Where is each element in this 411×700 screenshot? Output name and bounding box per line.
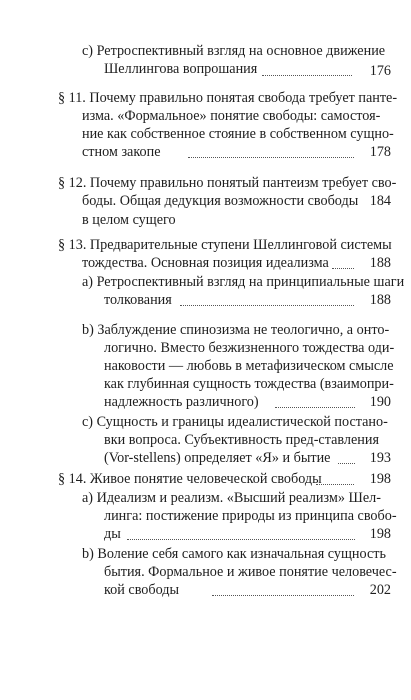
toc-page-number: 184: [369, 193, 391, 209]
toc-line: b) Воление себя самого как изначальная сущность: [82, 546, 386, 562]
toc-line: как глубинная сущность тождества (взаимопри-: [104, 376, 394, 392]
toc-page-number: 198: [369, 471, 391, 487]
toc-line: Шеллингова вопрошания: [104, 61, 258, 77]
toc-line: изма. «Формальное» понятие свободы: самостоя-: [82, 108, 381, 124]
toc-line: бытия. Формальное и живое понятие человечес-: [104, 564, 397, 580]
toc-page-number: 188: [369, 255, 391, 271]
toc-line: § 14. Живое понятие человеческой свободы: [58, 471, 322, 487]
toc-line: ние как собственное стояние в собственном сущно-: [82, 126, 394, 142]
toc-line: стном закопе: [82, 144, 161, 160]
toc-line: a) Идеализм и реализм. «Высший реализм» Шел-: [82, 490, 381, 506]
toc-page-number: 178: [369, 144, 391, 160]
toc-line: логично. Вместо безжизненного тождества оди-: [104, 340, 395, 356]
toc-page-number: 190: [369, 394, 391, 410]
toc-line: линга: постижение природы из принципа свобо-: [104, 508, 397, 524]
toc-line: вки вопроса. Субъективность пред-ставления: [104, 432, 379, 448]
toc-page-number: 193: [369, 450, 391, 466]
toc-line: c) Сущность и границы идеалистической постано-: [82, 414, 388, 430]
toc-line: толкования: [104, 292, 172, 308]
toc-line: (Vor-stellens) определяет «Я» и бытие: [104, 450, 331, 466]
toc-page-number: 176: [369, 63, 391, 79]
toc-page-number: 188: [369, 292, 391, 308]
toc-line: наковости — любовь в метафизическом смысле: [104, 358, 394, 374]
toc-line: § 11. Почему правильно понятая свобода требует панте-: [58, 90, 398, 106]
toc-line: § 12. Почему правильно понятый пантеизм требует сво-: [58, 175, 397, 191]
toc-line: ды: [104, 526, 121, 542]
toc-line: боды. Общая дедукция возможности свободы в целом сущего: [82, 193, 359, 228]
toc-line: тождества. Основная позиция идеализма: [82, 255, 329, 271]
toc-line: a) Ретроспективный взгляд на принципиальные шаги: [82, 274, 405, 290]
toc-line: кой свободы: [104, 582, 180, 598]
toc-line: b) Заблуждение спинозизма не теологично, а онто-: [82, 322, 390, 338]
toc-page-number: 198: [369, 526, 391, 542]
toc-line: надлежность различного): [104, 394, 259, 410]
toc-line: § 13. Предварительные ступени Шеллинговой системы: [58, 237, 392, 253]
toc-line: c) Ретроспективный взгляд на основное движение: [82, 43, 386, 59]
toc-page-number: 202: [369, 582, 391, 598]
dot-leader: [212, 595, 354, 596]
